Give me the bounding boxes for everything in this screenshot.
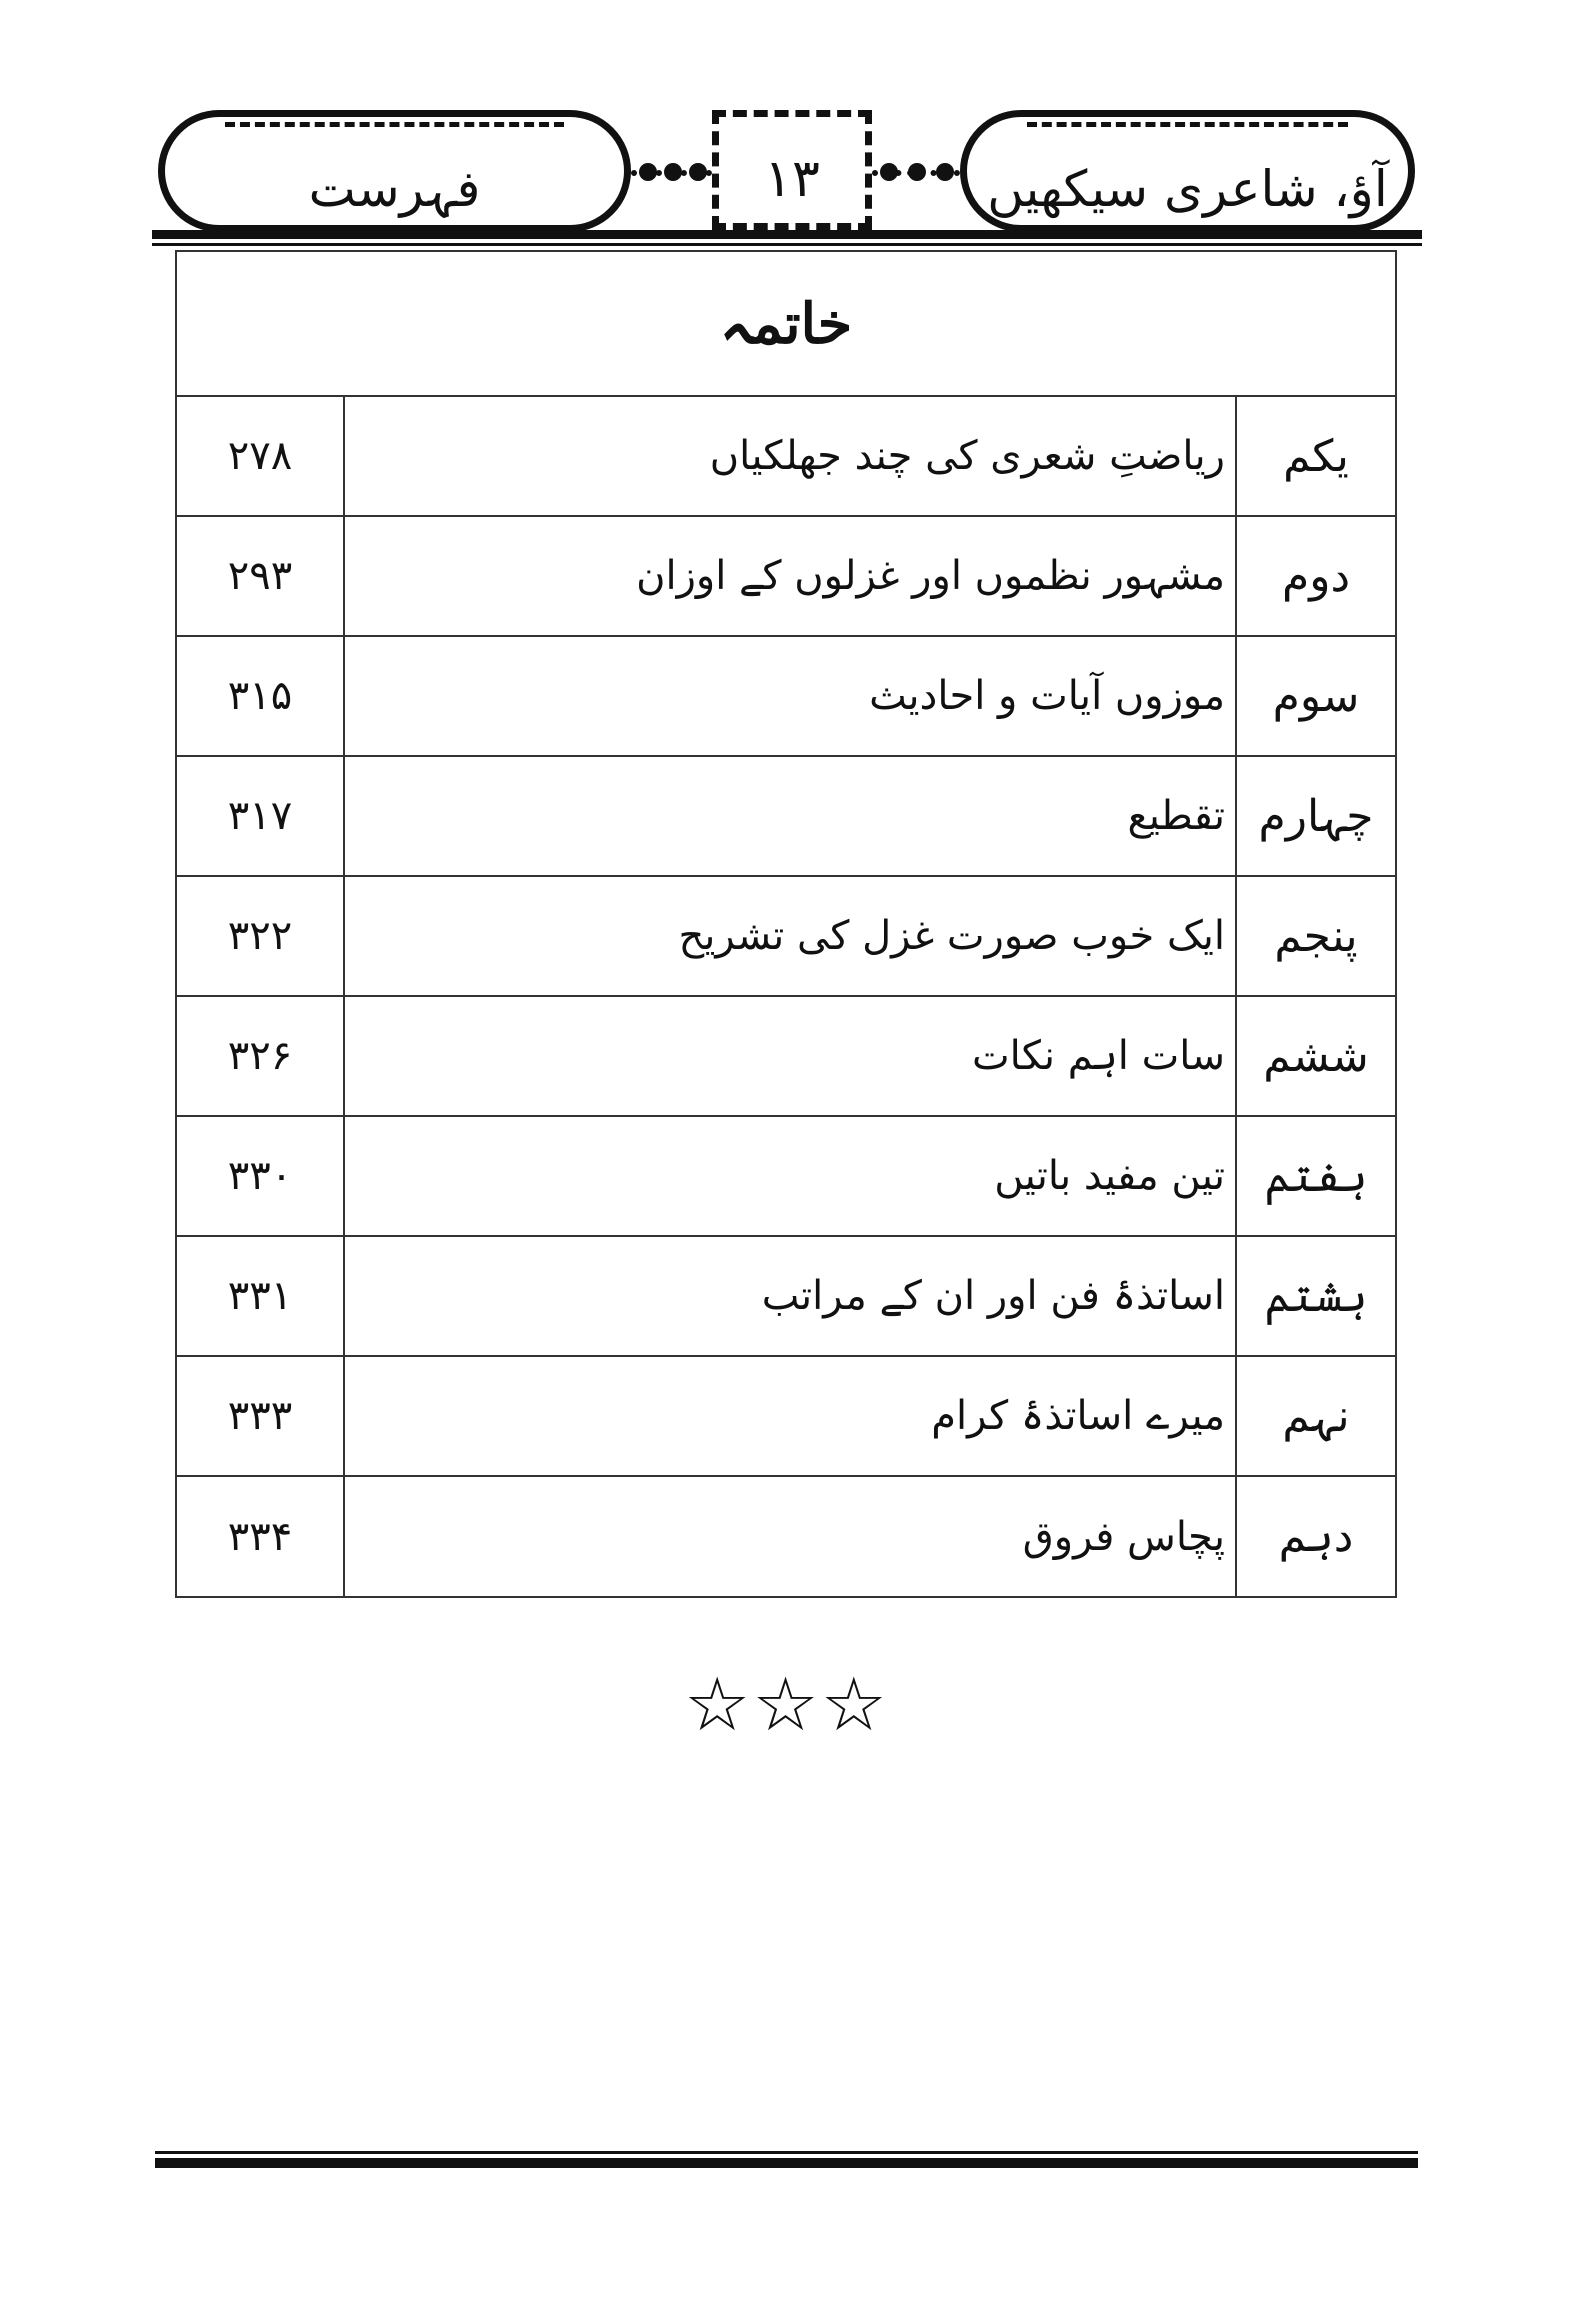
toc-page-number: ۳۳۰ (227, 1153, 293, 1199)
header-section-pill (158, 110, 631, 232)
toc-entry-title: مشہور نظموں اور غزلوں کے اوزان (343, 517, 1235, 635)
toc-row (177, 997, 1395, 1117)
star-ornament-icon: ☆☆☆ (683, 1662, 890, 1748)
toc-page-number: ۳۲۲ (227, 913, 293, 959)
toc-ordinal: دوم (1235, 517, 1395, 635)
header-book-title-pill (960, 110, 1415, 232)
toc-entry-title: اساتذۂ فن اور ان کے مراتب (343, 1237, 1235, 1355)
toc-page-number: ۳۲۶ (227, 1033, 293, 1079)
page-number: ۱۳ (764, 149, 820, 209)
toc-page-number: ۳۱۵ (227, 673, 293, 719)
toc-entry-title: تین مفید باتیں (343, 1117, 1235, 1235)
toc-row (177, 517, 1395, 637)
toc-ordinal: یکم (1235, 397, 1395, 515)
toc-page-number: ۳۱۷ (227, 793, 293, 839)
toc-ordinal: نہم (1235, 1357, 1395, 1475)
connector-bead (664, 163, 682, 181)
toc-entry-title: ریاضتِ شعری کی چند جھلکیاں (343, 397, 1235, 515)
connector-bead (880, 163, 898, 181)
section-name: فہرست (308, 160, 481, 218)
toc-ordinal: چہارم (1235, 757, 1395, 875)
toc-row (177, 1237, 1395, 1357)
toc-row (177, 877, 1395, 997)
footer-rule (155, 2151, 1418, 2154)
toc-page-number: ۳۳۴ (227, 1513, 293, 1560)
toc-entry-title: موزوں آیات و احادیث (343, 637, 1235, 755)
footer-rule (155, 2158, 1418, 2168)
toc-row (177, 757, 1395, 877)
toc-entry-title: ایک خوب صورت غزل کی تشریح (343, 877, 1235, 995)
header-rule (152, 243, 1422, 246)
toc-row (177, 1477, 1395, 1596)
toc-row (177, 1117, 1395, 1237)
toc-entry-title: سات اہم نکات (343, 997, 1235, 1115)
toc-row (177, 397, 1395, 517)
toc-ordinal: ششم (1235, 997, 1395, 1115)
toc-row (177, 1357, 1395, 1477)
toc-table (175, 250, 1397, 1598)
toc-ordinal: پنجم (1235, 877, 1395, 995)
connector-bead (936, 163, 954, 181)
toc-ordinal: ہشتم (1235, 1237, 1395, 1355)
toc-entry-title: پچاس فروق (343, 1477, 1235, 1596)
toc-page-number: ۳۳۱ (227, 1273, 293, 1319)
connector-bead (908, 163, 926, 181)
toc-ordinal: دہم (1235, 1477, 1395, 1596)
toc-ordinal: ہفتم (1235, 1117, 1395, 1235)
toc-page-number: ۳۳۳ (227, 1393, 293, 1439)
toc-heading: خاتمہ (177, 252, 1395, 397)
toc-page-number: ۲۷۸ (227, 433, 293, 479)
toc-row (177, 637, 1395, 757)
connector-bead (639, 163, 657, 181)
toc-ordinal: سوم (1235, 637, 1395, 755)
connector-bead (689, 163, 707, 181)
header-rule (152, 230, 1422, 239)
toc-entry-title: تقطیع (343, 757, 1235, 875)
book-title: آؤ، شاعری سیکھیں (987, 160, 1388, 218)
toc-entry-title: میرے اساتذۂ کرام (343, 1357, 1235, 1475)
page-number-box (712, 110, 872, 230)
toc-page-number: ۲۹۳ (227, 553, 293, 599)
